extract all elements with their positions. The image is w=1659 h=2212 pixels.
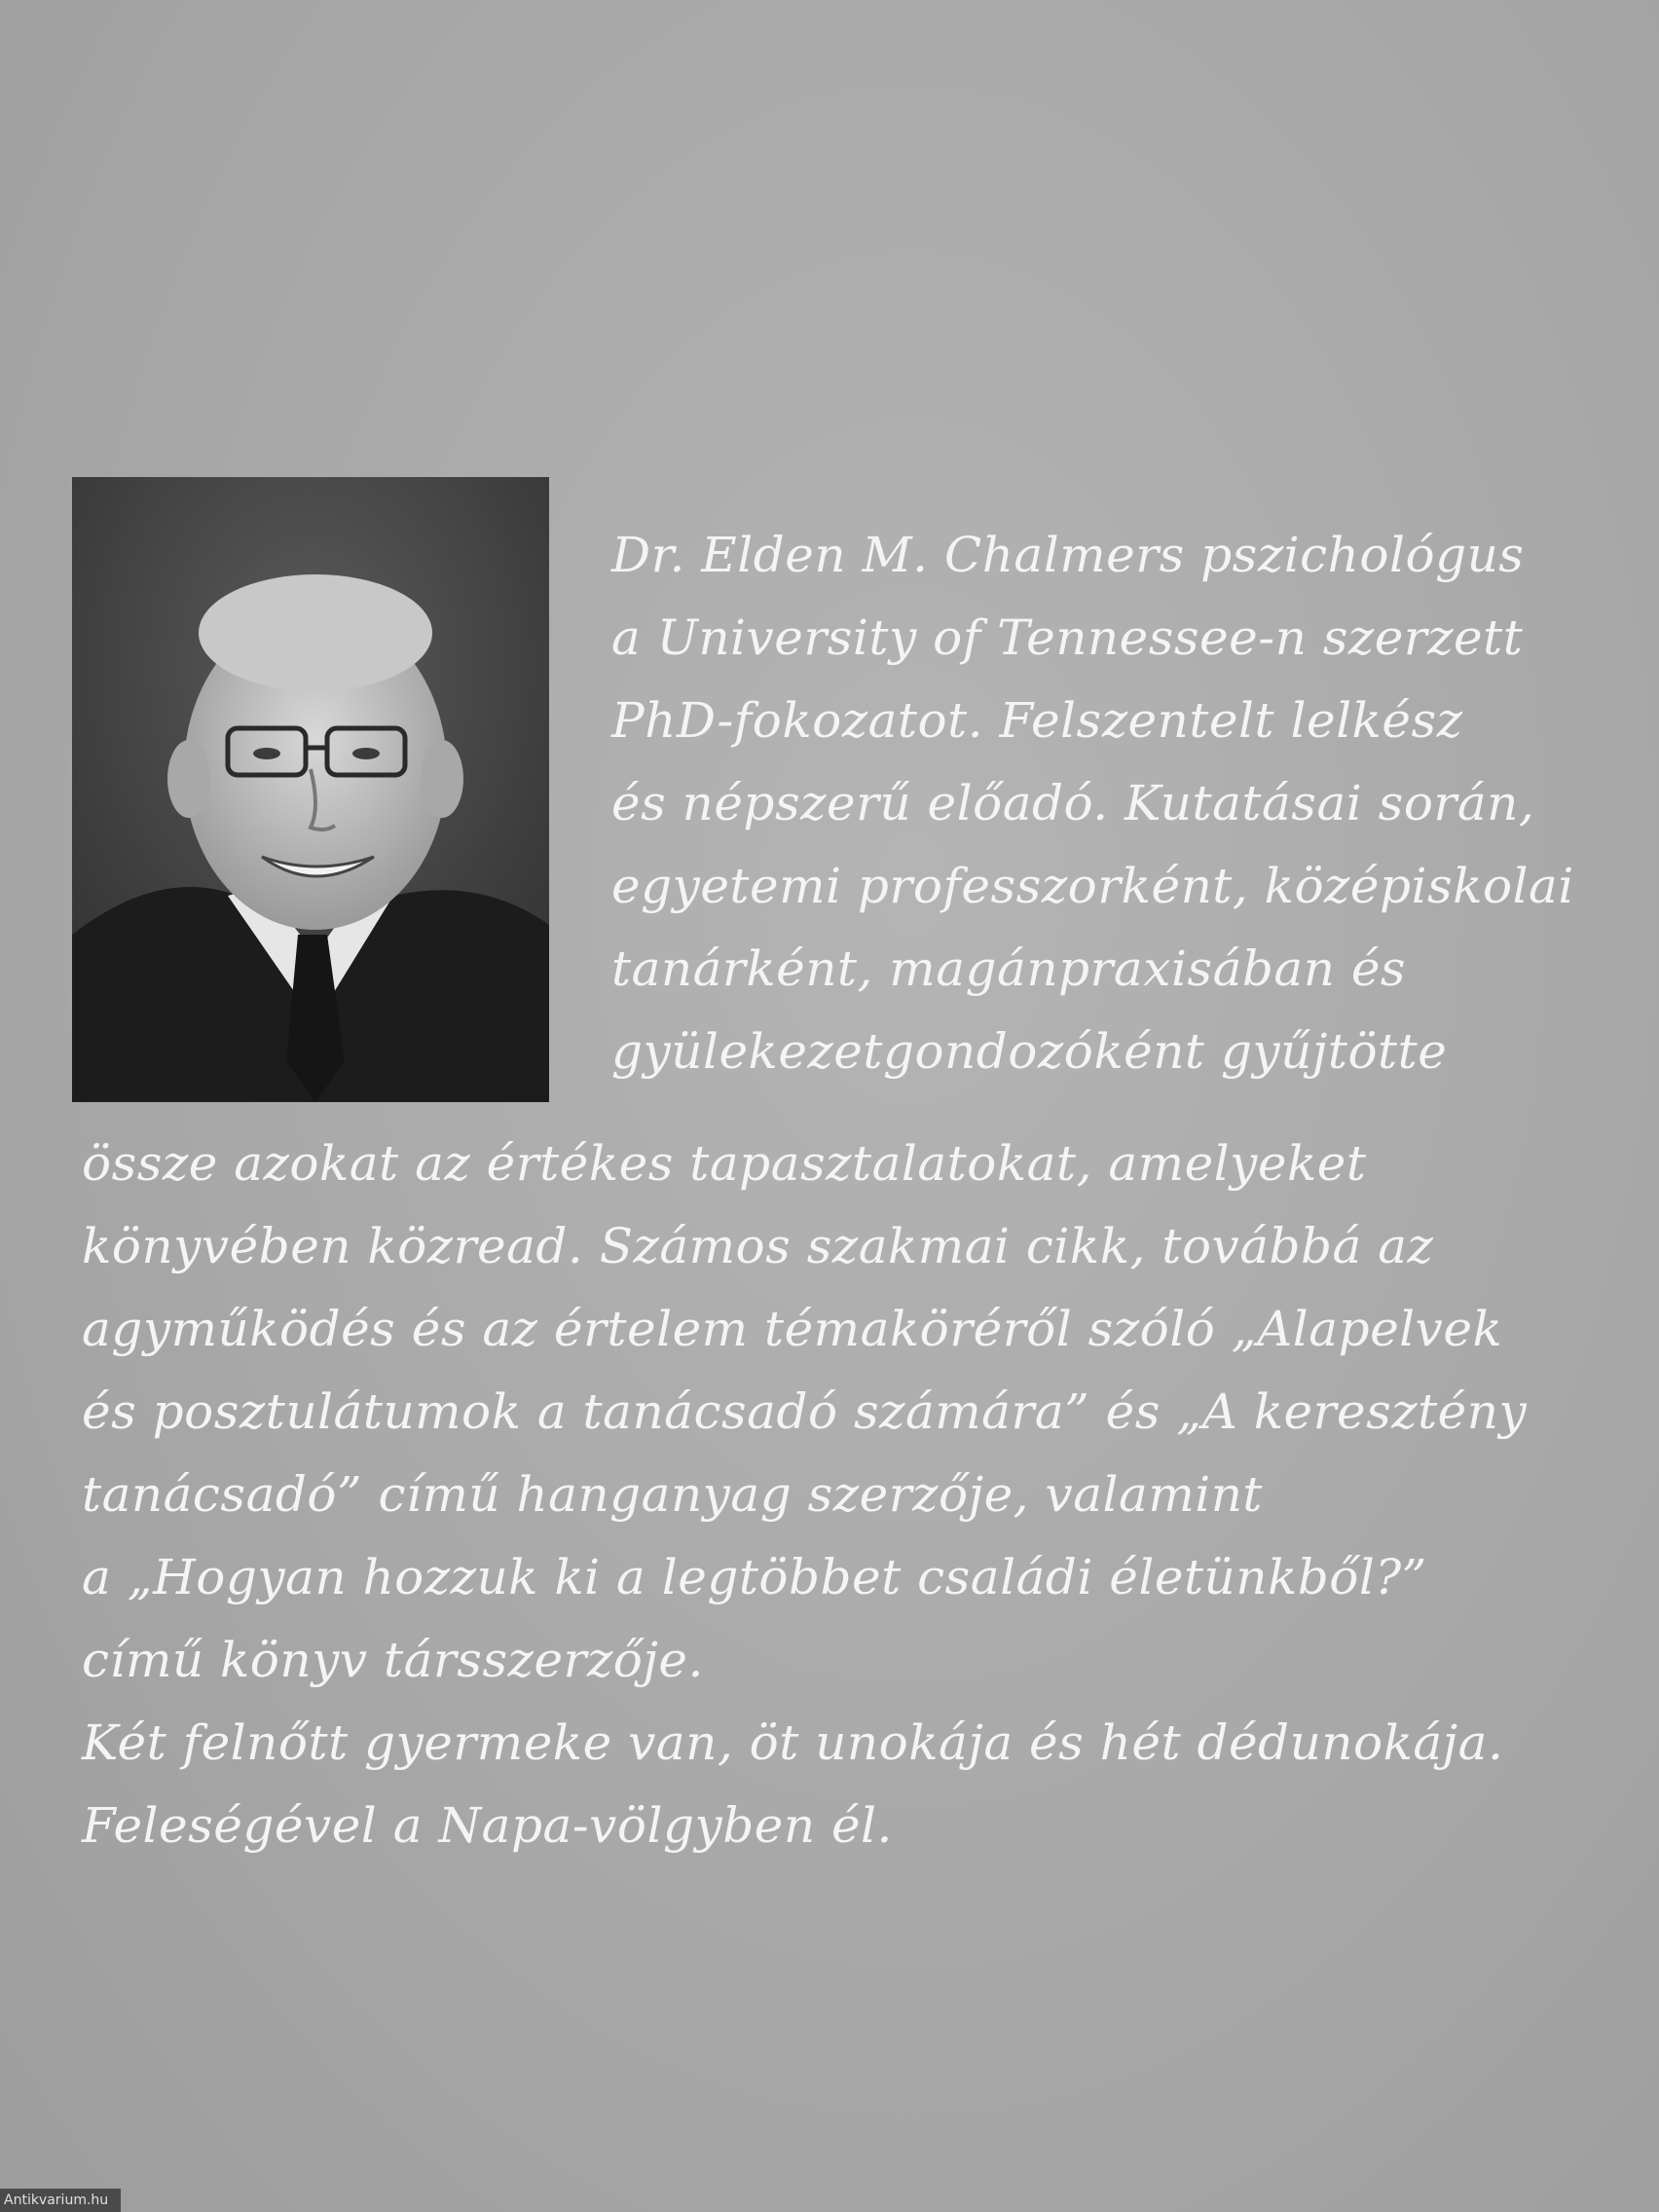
bio-line-9: könyvében közread. Számos szakmai cikk, továbbá az	[82, 1218, 1434, 1274]
bio-line-4: és népszerű előadó. Kutatásai során,	[611, 775, 1535, 831]
bio-line-14: című könyv társszerzője.	[82, 1632, 704, 1688]
bio-line-15: Két felnőtt gyermeke van, öt unokája és hét dédunokája.	[82, 1714, 1504, 1771]
bio-line-1: Dr. Elden M. Chalmers pszichológus	[611, 527, 1525, 583]
author-portrait-photo	[72, 477, 549, 1102]
bio-line-8: össze azokat az értékes tapasztalatokat, amelyeket	[82, 1135, 1367, 1192]
bio-line-11: és posztulátumok a tanácsadó számára” és „A keresztény	[82, 1383, 1528, 1440]
bio-line-12: tanácsadó” című hanganyag szerzője, valamint	[82, 1466, 1264, 1523]
bio-line-10: agyműködés és az értelem témaköréről szóló „Alapelvek	[82, 1301, 1503, 1357]
bio-line-5: egyetemi professzorként, középiskolai	[611, 858, 1574, 914]
bio-line-13: a „Hogyan hozzuk ki a legtöbbet családi életünkből?”	[82, 1549, 1427, 1605]
watermark-label: Antikvarium.hu	[0, 2189, 121, 2212]
bio-line-2: a University of Tennessee-n szerzett	[611, 609, 1524, 666]
bio-line-7: gyülekezetgondozóként gyűjtötte	[611, 1023, 1448, 1080]
bio-line-16: Feleségével a Napa-völgyben él.	[82, 1797, 893, 1854]
bio-line-3: PhD-fokozatot. Felszentelt lelkész	[611, 692, 1463, 749]
bio-line-6: tanárként, magánpraxisában és	[611, 940, 1407, 997]
